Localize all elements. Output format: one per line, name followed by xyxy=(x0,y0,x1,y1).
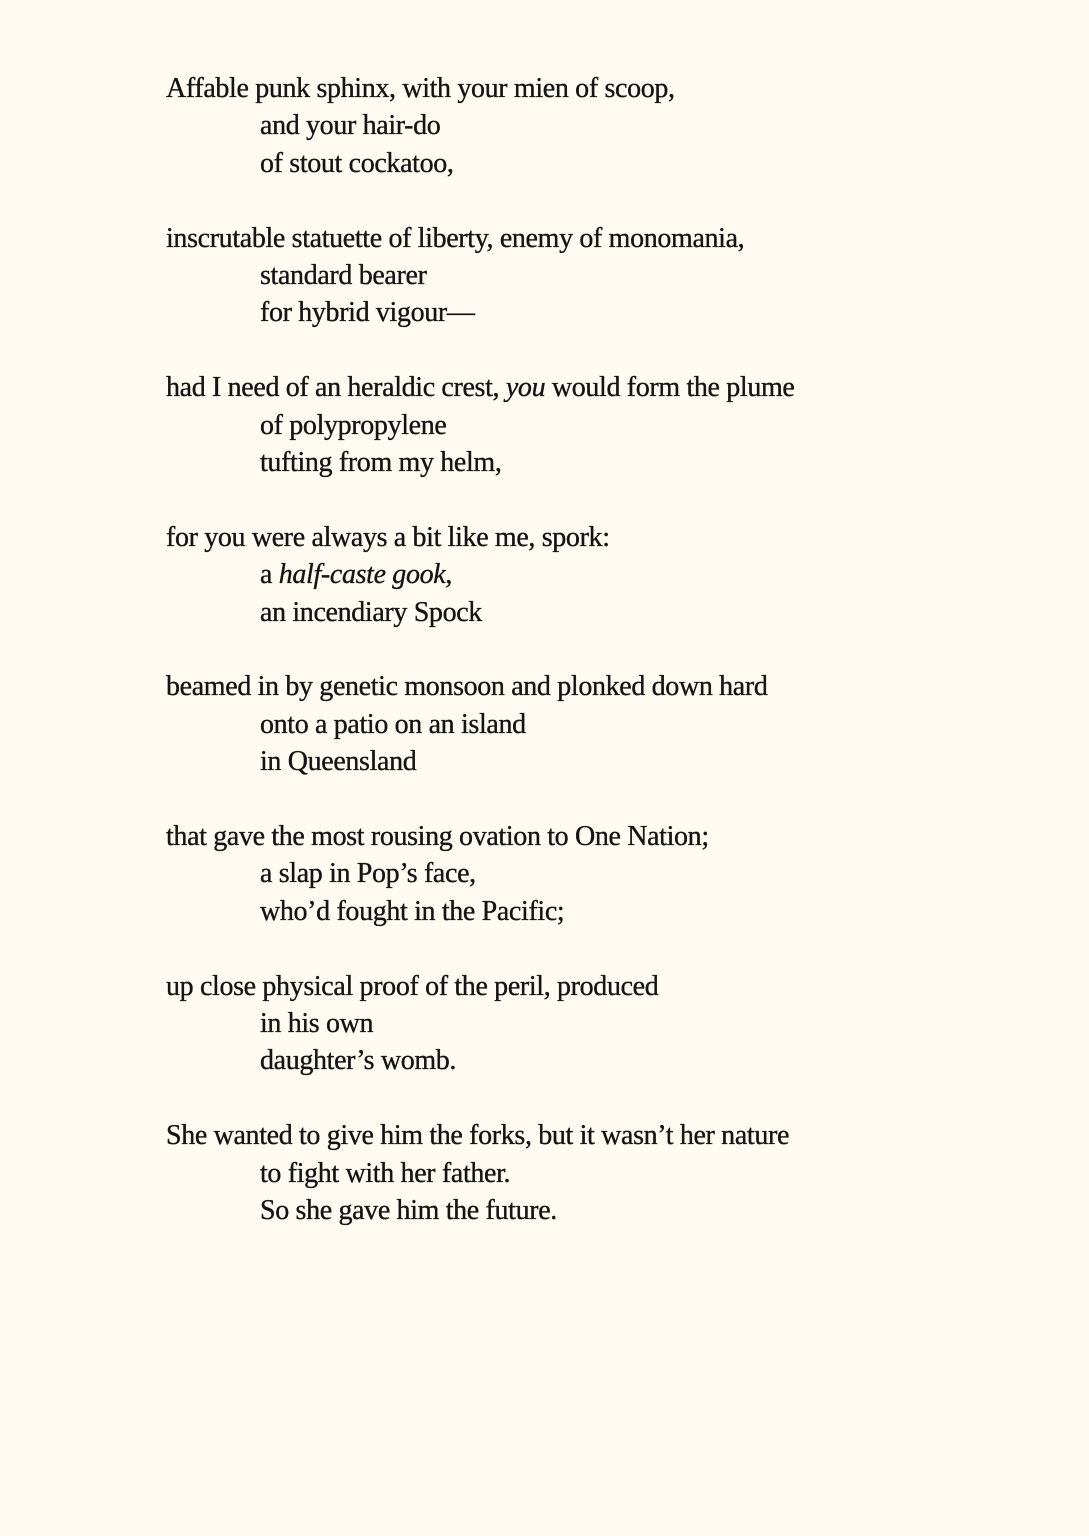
text-segment: , xyxy=(445,559,452,591)
poem-line: for hybrid vigour— xyxy=(260,297,475,329)
poem-line: a slap in Pop’s face, xyxy=(260,858,476,890)
stanza-3 xyxy=(166,369,795,481)
poem-line: tufting from my helm, xyxy=(260,447,502,479)
poem-line: and your hair-do xyxy=(260,110,441,142)
poem-line: inscrutable statuette of liberty, enemy of monomania, xyxy=(166,222,745,254)
poem-line: beamed in by genetic monsoon and plonked down hard xyxy=(166,671,768,703)
poem-line: daughter’s womb. xyxy=(260,1045,457,1077)
stanza-7 xyxy=(166,968,795,1080)
text-segment: would form the plume xyxy=(545,372,795,404)
poem-line: in Queensland xyxy=(260,746,417,778)
poem-line: of polypropylene xyxy=(260,409,447,441)
poem-line: for you were always a bit like me, spork: xyxy=(166,521,610,553)
stanza-5 xyxy=(166,668,795,780)
poem-line xyxy=(166,369,795,406)
text-segment: had I need of an heraldic crest, xyxy=(166,372,506,404)
poem-line: who’d fought in the Pacific; xyxy=(260,895,565,927)
poem-line: to fight with her father. xyxy=(260,1157,511,1189)
stanza-4 xyxy=(166,519,795,631)
poem xyxy=(166,70,795,1267)
poem-line: onto a patio on an island xyxy=(260,708,526,740)
poem-line: that gave the most rousing ovation to One Nation; xyxy=(166,821,709,853)
poem-line: So she gave him the future. xyxy=(260,1195,557,1227)
poem-line: of stout cockatoo, xyxy=(260,147,454,179)
stanza-2 xyxy=(166,220,795,332)
poem-line: up close physical proof of the peril, produced xyxy=(166,970,659,1002)
stanza-6 xyxy=(166,818,795,930)
poem-line: an incendiary Spock xyxy=(260,596,482,628)
poem-line: in his own xyxy=(260,1008,374,1040)
poem-line: She wanted to give him the forks, but it wasn’t her nature xyxy=(166,1120,790,1152)
italic-emphasis: you xyxy=(505,372,546,404)
poem-line xyxy=(166,556,795,593)
stanza-1 xyxy=(166,70,795,182)
poem-line: Affable punk sphinx, with your mien of scoop, xyxy=(166,73,675,104)
poem-line: standard bearer xyxy=(260,260,427,292)
italic-emphasis: half-caste gook xyxy=(278,559,446,591)
stanza-8 xyxy=(166,1117,795,1229)
text-segment: a xyxy=(260,559,279,591)
